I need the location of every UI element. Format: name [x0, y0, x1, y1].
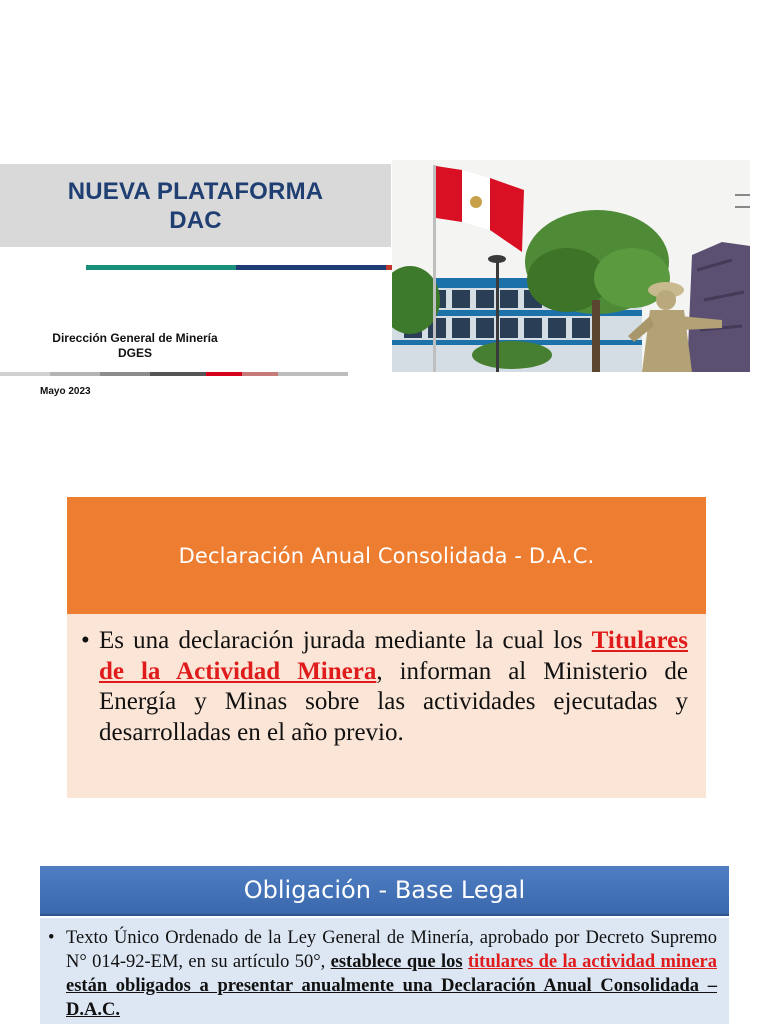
title-box	[0, 164, 391, 247]
dac-body	[67, 614, 706, 798]
obligation-bullet	[48, 926, 717, 1022]
dac-header-title: Declaración Anual Consolidada - D.A.C.	[178, 543, 595, 568]
dac-text-post: , informan al Ministerio de Energía y Minas sobre las actividades ejecutadas y desarrolladas en el año previo.	[99, 657, 688, 746]
dac-bullet-text	[99, 626, 688, 748]
obligation-header-title: Obligación - Base Legal	[243, 876, 526, 904]
accent-stripe	[86, 265, 392, 270]
dac-text-pre: Es una declaración jurada mediante la cual los	[99, 627, 592, 654]
org-name: Dirección General de Minería	[52, 331, 218, 345]
ministry-photo	[392, 160, 750, 372]
obligation-header	[40, 866, 729, 916]
dac-bullet	[81, 626, 688, 748]
divider-bar	[0, 372, 348, 376]
title-line-1: NUEVA PLATAFORMA	[67, 177, 324, 205]
obl-text-bold2: están obligados a presentar anualmente una Declaración Anual Consolidada – D.A.C.	[66, 976, 717, 1020]
obl-text-pre: Texto Único Ordenado de la Ley General de Minería, aprobado por Decreto Supremo N° 014-92-EM, en su artículo 50°,	[66, 928, 717, 972]
bullet-symbol: •	[81, 627, 90, 654]
obligation-bullet-text	[66, 926, 717, 1022]
organization	[40, 331, 230, 361]
obl-text-red: titulares de la actividad minera	[467, 952, 717, 972]
dac-text-highlight: Titulares de la Actividad Minera	[99, 627, 688, 685]
date-label: Mayo 2023	[40, 386, 91, 397]
title-line-2: DAC	[169, 206, 222, 234]
bullet-symbol: •	[48, 928, 55, 948]
org-acronym: DGES	[117, 346, 152, 360]
obligation-body	[40, 918, 729, 1024]
obl-text-bold1: establece que los	[330, 952, 463, 972]
dac-header	[67, 497, 706, 614]
